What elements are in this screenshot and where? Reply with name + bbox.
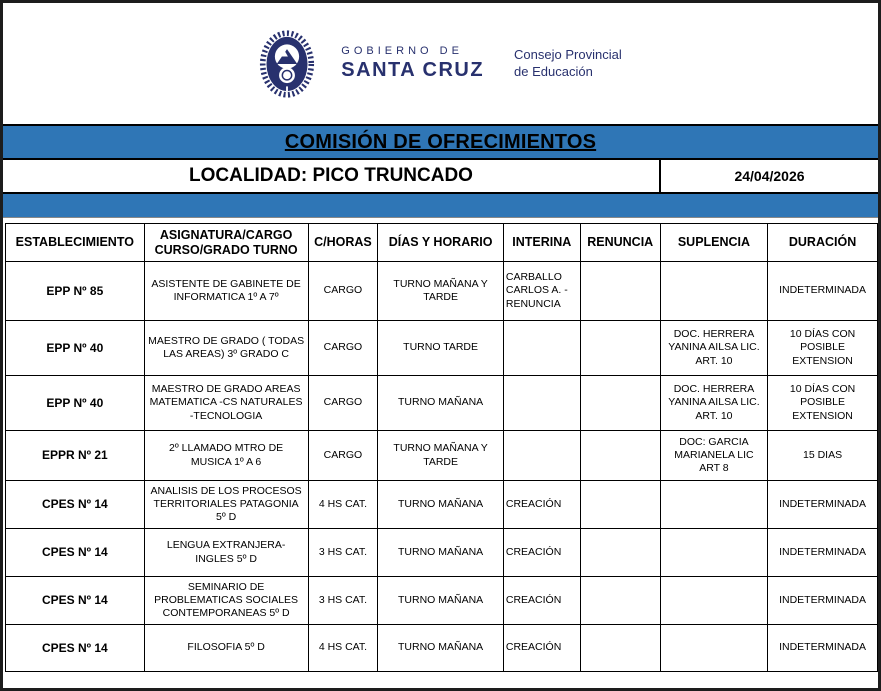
table-row: [6, 431, 878, 481]
table-cell: TURNO MAÑANA: [378, 529, 504, 577]
table-cell: MAESTRO DE GRADO AREAS MATEMATICA -CS NATURALES -TECNOLOGIA: [144, 376, 308, 431]
table-cell: MAESTRO DE GRADO ( TODAS LAS AREAS) 3º GRADO C: [144, 321, 308, 376]
blue-divider-bar: [3, 194, 878, 218]
table-cell: TURNO MAÑANA: [378, 577, 504, 625]
table-cell: CARGO: [308, 431, 378, 481]
table-cell: INDETERMINADA: [768, 625, 878, 672]
table-cell: CREACIÓN: [503, 625, 580, 672]
locality-row: [3, 160, 878, 194]
table-cell: EPP Nº 85: [6, 262, 145, 321]
table-cell: INDETERMINADA: [768, 481, 878, 529]
table-cell: DOC: GARCIA MARIANELA LIC ART 8: [660, 431, 767, 481]
table-row: [6, 262, 878, 321]
table-cell: CPES Nº 14: [6, 481, 145, 529]
column-header: ESTABLECIMIENTO: [6, 224, 145, 262]
table-cell: CREACIÓN: [503, 481, 580, 529]
title-bar: [3, 124, 878, 160]
table-cell: INDETERMINADA: [768, 262, 878, 321]
table-cell: [580, 431, 660, 481]
table-cell: 3 HS CAT.: [308, 529, 378, 577]
table-cell: TURNO MAÑANA: [378, 376, 504, 431]
table-cell: TURNO TARDE: [378, 321, 504, 376]
council-wordmark-line2: de Educación: [514, 63, 593, 79]
page-title: COMISIÓN DE OFRECIMIENTOS: [284, 130, 597, 153]
column-header: INTERINA: [503, 224, 580, 262]
table-cell: CARGO: [308, 262, 378, 321]
column-header: DURACIÓN: [768, 224, 878, 262]
government-wordmark-bottom: SANTA CRUZ: [341, 59, 485, 81]
council-wordmark-line1: Consejo Provincial: [514, 46, 622, 62]
column-header: RENUNCIA: [580, 224, 660, 262]
table-cell: [660, 625, 767, 672]
table-cell: TURNO MAÑANA Y TARDE: [378, 431, 504, 481]
column-header: DÍAS Y HORARIO: [378, 224, 504, 262]
table-cell: EPP Nº 40: [6, 376, 145, 431]
org-logo-header: [3, 3, 878, 124]
government-wordmark: [341, 45, 484, 82]
table-cell: TURNO MAÑANA: [378, 481, 504, 529]
table-cell: TURNO MAÑANA: [378, 625, 504, 672]
table-cell: CPES Nº 14: [6, 625, 145, 672]
table-cell: 4 HS CAT.: [308, 625, 378, 672]
table-cell: [503, 321, 580, 376]
table-row: [6, 529, 878, 577]
table-cell: CPES Nº 14: [6, 577, 145, 625]
table-cell: TURNO MAÑANA Y TARDE: [378, 262, 504, 321]
table-cell: LENGUA EXTRANJERA- INGLES 5º D: [144, 529, 308, 577]
table-cell: 3 HS CAT.: [308, 577, 378, 625]
table-row: [6, 625, 878, 672]
table-cell: DOC. HERRERA YANINA AILSA LIC. ART. 10: [660, 321, 767, 376]
table-cell: CARGO: [308, 376, 378, 431]
table-cell: 4 HS CAT.: [308, 481, 378, 529]
table-cell: [580, 262, 660, 321]
table-cell: [660, 577, 767, 625]
table-cell: CREACIÓN: [503, 577, 580, 625]
table-cell: FILOSOFIA 5º D: [144, 625, 308, 672]
table-cell: [660, 481, 767, 529]
table-header-row: [6, 224, 878, 262]
table-cell: [503, 431, 580, 481]
table-cell: [580, 529, 660, 577]
table-cell: CARBALLO CARLOS A. -RENUNCIA: [503, 262, 580, 321]
santa-cruz-coat-of-arms-icon: [259, 30, 315, 98]
table-row: [6, 481, 878, 529]
table-cell: 2º LLAMADO MTRO DE MUSICA 1º A 6: [144, 431, 308, 481]
table-cell: SEMINARIO DE PROBLEMATICAS SOCIALES CONTEMPORANEAS 5º D: [144, 577, 308, 625]
table-cell: ASISTENTE DE GABINETE DE INFORMATICA 1º A 7º: [144, 262, 308, 321]
table-cell: 15 DIAS: [768, 431, 878, 481]
table-cell: 10 DÍAS CON POSIBLE EXTENSION: [768, 376, 878, 431]
table-cell: EPPR Nº 21: [6, 431, 145, 481]
table-body: [6, 262, 878, 672]
offers-table: [5, 223, 878, 672]
table-cell: [580, 321, 660, 376]
table-cell: [580, 577, 660, 625]
table-cell: DOC. HERRERA YANINA AILSA LIC. ART. 10: [660, 376, 767, 431]
offers-table-wrap: [3, 218, 878, 672]
column-header: SUPLENCIA: [660, 224, 767, 262]
table-cell: [580, 625, 660, 672]
locality-label: LOCALIDAD: PICO TRUNCADO: [189, 165, 473, 186]
table-cell: INDETERMINADA: [768, 529, 878, 577]
table-cell: ANALISIS DE LOS PROCESOS TERRITORIALES PATAGONIA 5º D: [144, 481, 308, 529]
table-cell: [580, 376, 660, 431]
table-row: [6, 321, 878, 376]
table-row: [6, 376, 878, 431]
government-wordmark-top: GOBIERNO DE: [341, 45, 463, 57]
column-header: ASIGNATURA/CARGO CURSO/GRADO TURNO: [144, 224, 308, 262]
table-cell: CPES Nº 14: [6, 529, 145, 577]
table-cell: CARGO: [308, 321, 378, 376]
table-cell: EPP Nº 40: [6, 321, 145, 376]
column-header: C/HORAS: [308, 224, 378, 262]
table-cell: [660, 262, 767, 321]
table-cell: 10 DÍAS CON POSIBLE EXTENSION: [768, 321, 878, 376]
date-value: 24/04/2026: [659, 160, 878, 192]
council-wordmark: [510, 47, 622, 81]
table-cell: [580, 481, 660, 529]
table-cell: [503, 376, 580, 431]
table-cell: [660, 529, 767, 577]
table-cell: INDETERMINADA: [768, 577, 878, 625]
table-cell: CREACIÓN: [503, 529, 580, 577]
table-row: [6, 577, 878, 625]
